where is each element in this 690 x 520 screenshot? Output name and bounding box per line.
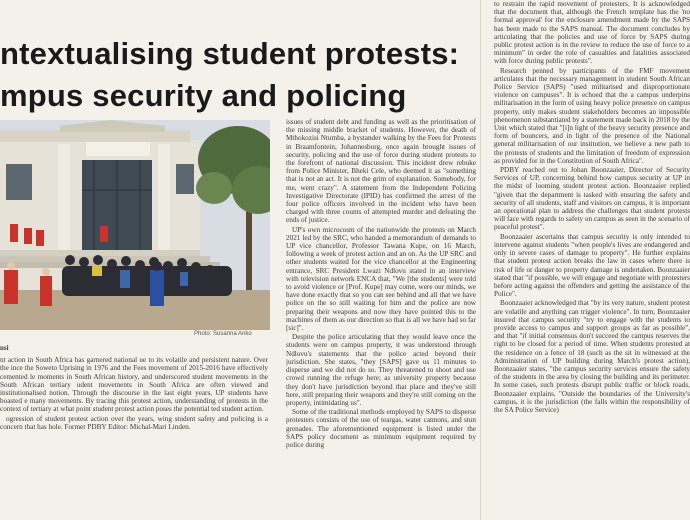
paragraph: to restrain the rapid movement of protesters. It is acknowledged that the document that, although the French template has the 'no formal approval' for the enclosure amendment made by the SAPS has been made to the SAPS manual. The document concludes by articulating that the policies and use of force by SAPS during public protest action is in the review to reduce the use of force to a minimum" in order the role of casualties and fatalities associated with force during public protests".: [494, 0, 690, 66]
paragraph: UP's own microcosm of the nationwide the protests on March 2021 led by the SRC, who handed a memorandum of demands to UP vice chancellor, Professor Tawana Kupe, on 16 March, following a week of protest action and an on. As the UP SRC and other students waited for the vice chancellor at the Engineering entrance, SRC President Lwazi Ndlovu stated in an interview with television network ENCA that, "We [the students] were told to avoid violence or [Prof. Kupe] may come, were our minds, we have done exactly that so you can see behind and all that we have police on the so still waiting for him and the police are now preparing their weapons and now they have pointed this to the machines of them as our direction so that is all we have had so far [sic]".: [286, 225, 476, 333]
headline-line-1: ntextualising student protests:: [0, 36, 460, 71]
headline-line-2: mpus security and policing: [0, 78, 407, 113]
protest-photo: [0, 120, 270, 330]
paragraph: ogression of student protest action over the years, wing student safety and policing is a concern that has hole. Former PDBY Editor: Michal-Mari Linden.: [0, 414, 268, 431]
paragraph: issues of student debt and funding as well as the prioritisation of the missing middle bracket of students. However, the death of Mthokozisi Ntumba, a bystander walking by the Fees for Protests in Braamfontein, Johannesburg, once again brought issues of security, policing and the use of force during student protests to the forefront of national discussion. This incident drew rebuke from Police Minister, Bheki Cele, who deemed it as "something that is not an act. It is not the grim of explanation. Somebody, for me, went crazy". A statement from the Independent Policing Investigative Directorate (IPID) has confirmed the arrest of the four police officers involved in the incident who have been charged with three counts of attempted murder and defeating the ends of justice.: [286, 118, 476, 225]
paragraph: Some of the traditional methods employed by SAPS to disperse protesters consists of the use of teargas, water cannons, and stun grenades. The aforementioned equipment is listed under the SAPS policy document as minimum equipment required by police during: [286, 408, 476, 449]
column-divider: [480, 0, 481, 520]
paragraph: Boonzaaier acknowledged that "by its very nature, student protest are volatile and anything can trigger violence". In turn, Boonzaaier insured that campus security "try to engage with the students to provide access to campus and support groups as far as possible", and that "if initial consensus don't succeed the campus reserves the right to be closed for a period of time. When students protested at the residence on a fence of 18 (such as the sit in witnessed at the Administration of UP building during March's protest action), Boonzaaier states, "the campus security services ensure the safety of the students in the area by closing the building and its perimeter. In some cases, such protests disrupt public traffic or block roads, Boonzaaier explains. "Outside the boundaries of the University's campus, it is the jurisdiction (the falls within the responsibility of the SA Police Service): [494, 299, 690, 414]
paragraph: nt action in South Africa has garnered national ue to its volatile and persistent nature. Over the ince the Soweto Uprising in 1976 and the Fees movement of 2015-2016 have effectively cemented le moments in South African history, and underscored student movements in the South African tertiary udent movements in South Africa are often viewed and institutionalised notion. Through the discourse in the last eight years, UP students have boasted e many movements. By tracing this protest action, understanding of protests in the context of tertiary at what point student protest action poses the potential ted student action.: [0, 356, 268, 414]
article-column-2: [286, 118, 476, 520]
paragraph: Boonzaaier ascertains that campus security is only intended to intervene against students "when people's lives are endangered and only in severe cases of damage to property". He further explains that student protest action breaks the law in cases where there is risk of life or danger to property damage is undertaken. Boonzaaier stated that "if possible, we will engage and negotiate with protesters before acting against the offenders and getting the assistance of the Police".: [494, 232, 690, 299]
paragraph: Research penned by participants of the FMF movement articulates that the necessary management in student South African Police Service (SAPS) "used militarised and disproportionate violence on campuses". It is echoed that the a campus underpins militarisation in the form of using heavy police presence on campus property, only makes student stakeholders becomes an impossible phenomenon substantiated by a statement made back in 2018 by the Unit which stated that "[i]n light of the heavy security presence and form of bouncers, and in light of the presence of the National general militarisation of our institution, we believe a new path to the protests of students and the limitation of freedom of expression as provided for in the Constitution of South Africa".: [494, 66, 690, 165]
paragraph: Despite the police articulating that they would leave once the students were on campus property, it was understood through Ndlovu's statements that the police acted beyond their jurisdiction. She states, "they [SAPS] gave us 11 minutes to disperse and we did not do so. They threatened to shoot and use crowd running the refuge here; as university property because they don't have jurisdiction beyond that place and they've still here, still preparing their weapons and they're still coming on the property, intimidating us".: [286, 333, 476, 407]
byline: nsi: [0, 344, 9, 352]
paragraph: PDBY reached out to Johan Boonzaaier, Director of Security Services of UP, concerning behind how campus security at UP in the midst of looming student protest action. Boonzaaier replied "given that the department is tasked with ensuring the safety and security of all students, staff and visitors on campus, it is important an operational plan to address the challenges that student protests will face with regards to safety on campus as seen in the scenario of peaceful protest".: [494, 166, 690, 232]
article-column-3: [494, 0, 690, 520]
article-column-1: [0, 344, 268, 520]
photo-caption: Photo: Susanna Anko: [194, 331, 252, 337]
